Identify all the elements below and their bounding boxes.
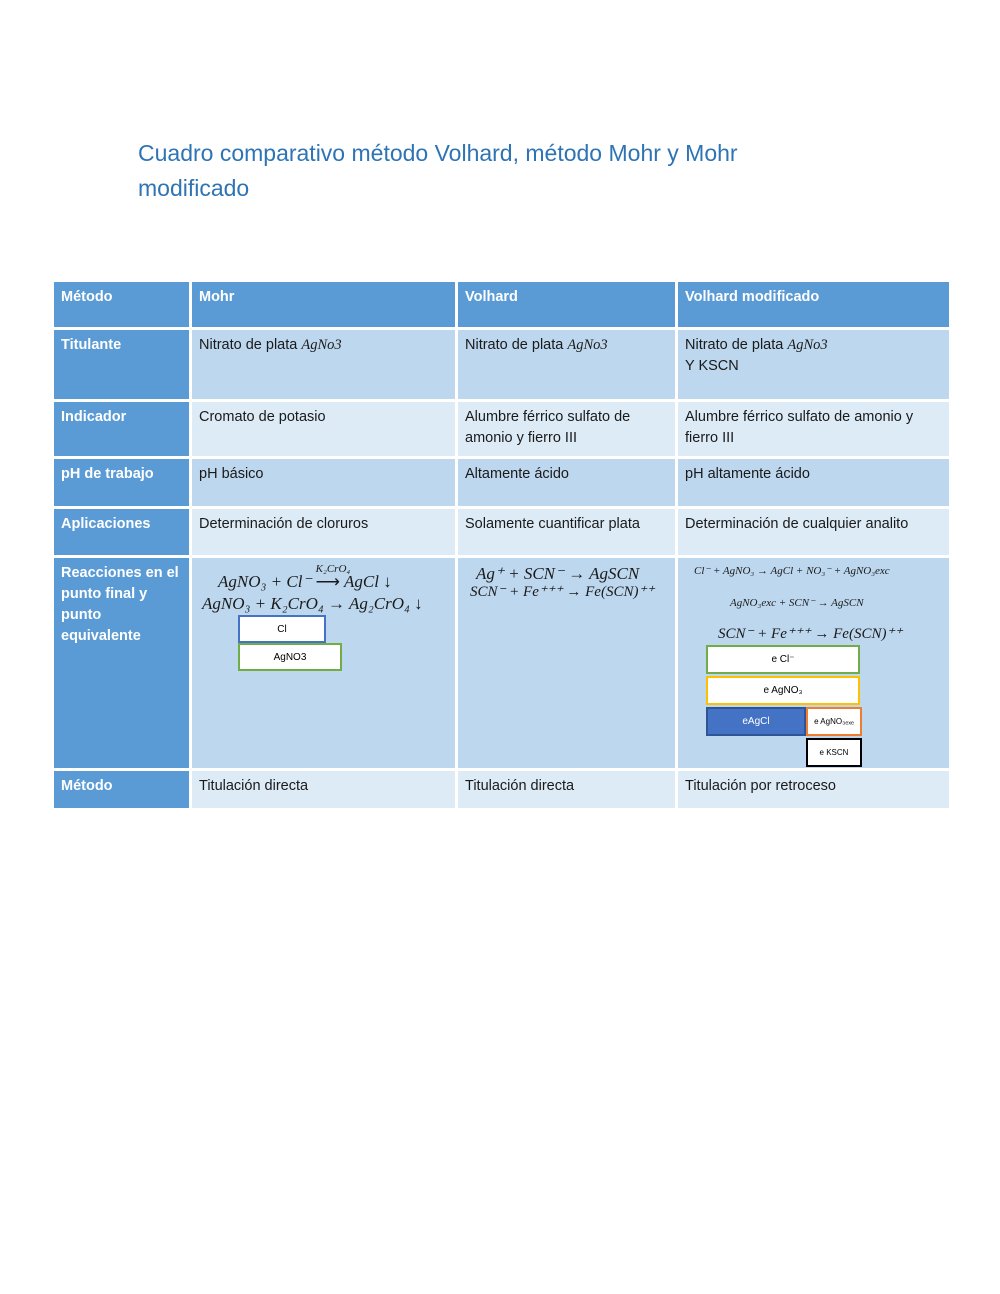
volhard-equation-2: SCN⁻ + Fe⁺⁺⁺ → Fe(SCN)⁺⁺ bbox=[470, 584, 655, 600]
row-ph bbox=[53, 458, 951, 508]
row-titulante bbox=[53, 329, 951, 401]
cell-ph-mohr: pH básico bbox=[191, 458, 457, 508]
cell-aplicaciones-volhard: Solamente cuantificar plata bbox=[457, 508, 677, 557]
row-label-reacciones: Reacciones en el punto final y punto equivalente bbox=[53, 557, 191, 770]
mod-box-agno3: e AgNO₃ bbox=[706, 676, 860, 705]
cell-reacciones-mohr bbox=[191, 557, 457, 770]
mod-equation-3: SCN⁻ + Fe⁺⁺⁺ → Fe(SCN)⁺⁺ bbox=[718, 626, 903, 642]
cell-metodo-mohr: Titulación directa bbox=[191, 770, 457, 810]
cell-ph-modificado: pH altamente ácido bbox=[677, 458, 951, 508]
mohr-equation-1 bbox=[218, 563, 392, 592]
cell-reacciones-modificado bbox=[677, 557, 951, 770]
row-label-ph: pH de trabajo bbox=[53, 458, 191, 508]
titulante-mohr-formula: AgNo3 bbox=[301, 337, 342, 353]
row-metodo bbox=[53, 770, 951, 810]
volhard-reaction-area bbox=[462, 563, 671, 763]
mod-box-kscn: e KSCN bbox=[806, 738, 862, 767]
row-label-metodo: Método bbox=[53, 770, 191, 810]
mod-equation-1: Cl⁻ + AgNO₃ → AgCl + NO₃⁻ + AgNO₃exc bbox=[694, 565, 890, 577]
row-label-indicador: Indicador bbox=[53, 401, 191, 458]
cell-metodo-modificado: Titulación por retroceso bbox=[677, 770, 951, 810]
row-reacciones bbox=[53, 557, 951, 770]
mohr-reaction-area bbox=[196, 563, 451, 763]
cell-ph-volhard: Altamente ácido bbox=[457, 458, 677, 508]
mohr-box-cl: Cl bbox=[238, 615, 326, 643]
mohr-equation-2: AgNO₃ + K₂CrO₄ → Ag₂CrO₄ ↓ bbox=[202, 594, 423, 613]
titulante-modificado-formula: AgNo3 bbox=[787, 337, 828, 353]
mohr-box-agno3: AgNO3 bbox=[238, 643, 342, 671]
mohr-eq1-right: AgCl ↓ bbox=[344, 572, 392, 591]
header-volhard: Volhard bbox=[457, 281, 677, 329]
cell-indicador-modificado: Alumbre férrico sulfato de amonio y fierro III bbox=[677, 401, 951, 458]
page-title: Cuadro comparativo método Volhard, método Mohr y Mohr modificado bbox=[138, 140, 738, 201]
cell-titulante-volhard bbox=[457, 329, 677, 401]
mod-box-agcl: eAgCl bbox=[706, 707, 806, 736]
titulante-modificado-line2: Y KSCN bbox=[685, 358, 739, 374]
row-indicador bbox=[53, 401, 951, 458]
mod-box-agno3-exc: e AgNO₃ₑₓₑ bbox=[806, 707, 862, 736]
titulante-modificado-text: Nitrato de plata bbox=[685, 337, 784, 353]
header-volhard-modificado: Volhard modificado bbox=[677, 281, 951, 329]
titulante-volhard-text: Nitrato de plata bbox=[465, 337, 564, 353]
header-mohr: Mohr bbox=[191, 281, 457, 329]
mohr-eq1-left: AgNO₃ + Cl⁻ bbox=[218, 572, 312, 591]
row-label-titulante: Titulante bbox=[53, 329, 191, 401]
titulante-volhard-formula: AgNo3 bbox=[567, 337, 608, 353]
mohr-eq1-arrow: K₂CrO₄ ⟶ bbox=[316, 571, 340, 592]
comparison-table bbox=[51, 279, 952, 811]
header-metodo: Método bbox=[53, 281, 191, 329]
cell-reacciones-volhard bbox=[457, 557, 677, 770]
cell-indicador-volhard: Alumbre férrico sulfato de amonio y fierro III bbox=[457, 401, 677, 458]
cell-titulante-modificado bbox=[677, 329, 951, 401]
row-aplicaciones bbox=[53, 508, 951, 557]
titulante-mohr-text: Nitrato de plata bbox=[199, 337, 298, 353]
cell-titulante-mohr bbox=[191, 329, 457, 401]
cell-aplicaciones-modificado: Determinación de cualquier analito bbox=[677, 508, 951, 557]
modificado-reaction-area bbox=[682, 563, 945, 763]
cell-aplicaciones-mohr: Determinación de cloruros bbox=[191, 508, 457, 557]
cell-metodo-volhard: Titulación directa bbox=[457, 770, 677, 810]
mod-box-cl: e Cl⁻ bbox=[706, 645, 860, 674]
volhard-equation-1: Ag⁺ + SCN⁻ → AgSCN bbox=[476, 564, 640, 583]
table-header-row bbox=[53, 281, 951, 329]
mod-equation-2: AgNO₃exc + SCN⁻ → AgSCN bbox=[730, 597, 864, 609]
row-label-aplicaciones: Aplicaciones bbox=[53, 508, 191, 557]
mohr-eq1-over: K₂CrO₄ bbox=[315, 563, 351, 575]
cell-indicador-mohr: Cromato de potasio bbox=[191, 401, 457, 458]
